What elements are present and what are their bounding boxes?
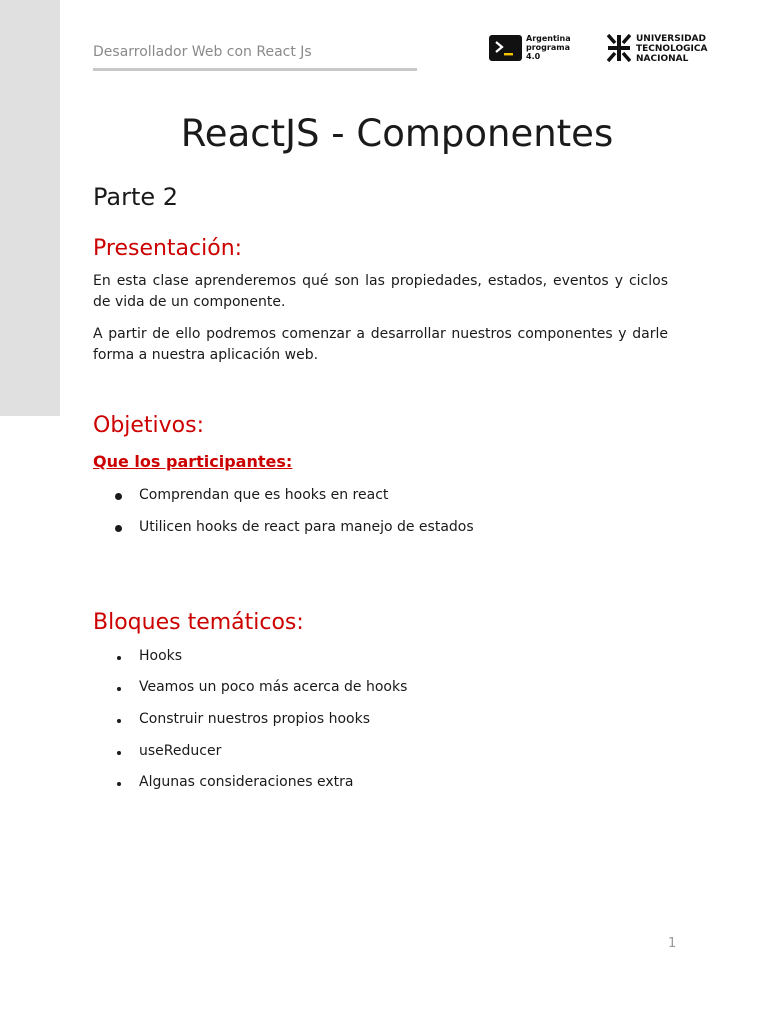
header-divider [93,68,417,71]
presentacion-paragraph: A partir de ello podremos comenzar a desarrollar nuestros componentes y darle forma a nuestra aplicación web. [93,326,668,363]
part-title: Parte 2 [93,183,179,211]
utn-logo-text: UNIVERSIDAD TECNOLOGICA NACIONAL [636,34,708,64]
bullet-icon [117,719,121,723]
objetivos-heading: Objetivos: [93,413,205,438]
bullet-icon [117,687,121,691]
document-title: ReactJS - Componentes [180,112,614,155]
bullet-icon [117,751,121,755]
bloques-heading: Bloques temáticos: [93,610,304,635]
side-band [0,0,60,416]
header-course-name: Desarrollador Web con React Js [93,44,312,60]
utn-emblem-icon [607,34,631,62]
bullet-icon [115,493,122,500]
bullet-icon [115,525,122,532]
presentacion-paragraph: En esta clase aprenderemos qué son las propiedades, estados, eventos y ciclos de vida de un componente. [93,273,668,310]
objetivos-subheading: Que los participantes: [93,452,293,471]
bullet-icon [117,656,121,660]
presentacion-heading: Presentación: [93,236,243,261]
bullet-icon [117,782,121,786]
terminal-icon [489,35,522,61]
argentina-programa-logo-text: Argentina programa 4.0 [526,34,571,61]
page-number: 1 [668,936,677,951]
